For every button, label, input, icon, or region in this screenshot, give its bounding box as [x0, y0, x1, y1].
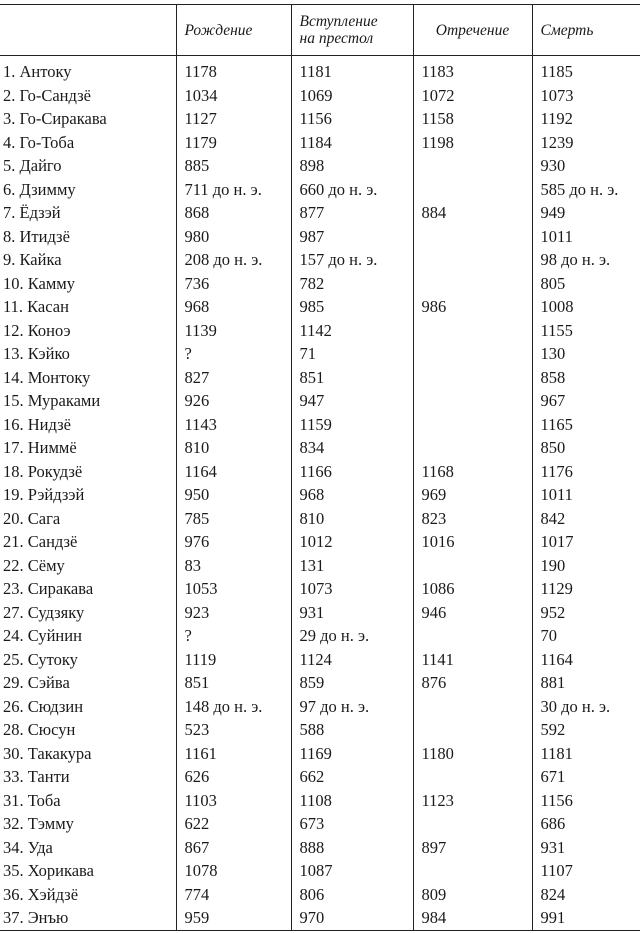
cell-birth: 626: [176, 765, 291, 789]
cell-death: 98 до н. э.: [532, 248, 640, 272]
cell-death: 1165: [532, 413, 640, 437]
cell-abdication: 1141: [413, 648, 532, 672]
cell-birth: 980: [176, 225, 291, 249]
table-row: [0, 836, 640, 860]
table-header: [0, 5, 640, 56]
cell-accession: 888: [291, 836, 413, 860]
cell-accession: 71: [291, 342, 413, 366]
cell-death: 1107: [532, 859, 640, 883]
cell-birth: ?: [176, 342, 291, 366]
cell-name: 23. Сиракава: [3, 579, 94, 598]
cell-name: 32. Тэмму: [3, 814, 74, 833]
cell-name: 33. Танти: [3, 767, 70, 786]
table-row: [0, 577, 640, 601]
header-accession: [291, 5, 413, 56]
header-name: [0, 5, 176, 56]
cell-abdication: [413, 178, 532, 202]
cell-accession: 985: [291, 295, 413, 319]
cell-birth: 810: [176, 436, 291, 460]
emperors-table: [0, 4, 640, 931]
cell-birth: 827: [176, 366, 291, 390]
cell-name: 13. Кэйко: [3, 344, 70, 363]
cell-accession: 859: [291, 671, 413, 695]
cell-death: 130: [532, 342, 640, 366]
cell-name: 11. Касан: [3, 297, 69, 316]
cell-accession: 131: [291, 554, 413, 578]
cell-accession: 29 до н. э.: [291, 624, 413, 648]
table-row: [0, 507, 640, 531]
table-row: [0, 366, 640, 390]
cell-name: 4. Го-Тоба: [3, 132, 75, 152]
cell-accession: 660 до н. э.: [291, 178, 413, 202]
cell-abdication: 884: [413, 201, 532, 225]
cell-name: 29. Сэйва: [3, 673, 70, 692]
table-row: [0, 107, 640, 131]
cell-name: 36. Хэйдзё: [3, 884, 79, 904]
cell-death: 686: [532, 812, 640, 836]
table-row: [0, 248, 640, 272]
cell-abdication: 1123: [413, 789, 532, 813]
cell-abdication: 1168: [413, 460, 532, 484]
cell-abdication: [413, 624, 532, 648]
cell-name: 25. Сутоку: [3, 649, 78, 669]
cell-birth: 785: [176, 507, 291, 531]
cell-death: 931: [532, 836, 640, 860]
header-row: [0, 5, 640, 56]
cell-death: 1129: [532, 577, 640, 601]
cell-birth: 774: [176, 883, 291, 907]
table-row: [0, 483, 640, 507]
cell-name: 26. Сюдзин: [3, 696, 84, 716]
cell-name: 18. Рокудзё: [3, 461, 83, 481]
cell-abdication: [413, 812, 532, 836]
cell-abdication: 809: [413, 883, 532, 907]
table-row: [0, 272, 640, 296]
cell-name: 9. Кайка: [3, 250, 62, 269]
cell-death: 850: [532, 436, 640, 460]
cell-death: 1011: [532, 225, 640, 249]
cell-abdication: [413, 225, 532, 249]
cell-name: 21. Сандзё: [3, 532, 78, 551]
table-row: [0, 56, 640, 84]
cell-name: 6. Дзимму: [3, 179, 76, 199]
cell-abdication: 897: [413, 836, 532, 860]
table-row: [0, 718, 640, 742]
cell-name: 31. Тоба: [3, 790, 61, 810]
cell-abdication: [413, 154, 532, 178]
cell-birth: 1139: [176, 319, 291, 343]
cell-birth: 1034: [176, 84, 291, 108]
cell-birth: 1164: [176, 460, 291, 484]
cell-birth: ?: [176, 624, 291, 648]
cell-accession: 810: [291, 507, 413, 531]
cell-name: 8. Итидзё: [3, 226, 70, 246]
cell-accession: 97 до н. э.: [291, 695, 413, 719]
cell-accession: 1073: [291, 577, 413, 601]
cell-accession: 834: [291, 436, 413, 460]
cell-accession: 806: [291, 883, 413, 907]
cell-accession: 898: [291, 154, 413, 178]
cell-birth: 867: [176, 836, 291, 860]
cell-name: 19. Рэйдзэй: [3, 485, 85, 504]
table-row: [0, 295, 640, 319]
cell-death: 585 до н. э.: [532, 178, 640, 202]
cell-accession: 1069: [291, 84, 413, 108]
cell-accession: 1108: [291, 789, 413, 813]
cell-death: 1156: [532, 789, 640, 813]
cell-death: 881: [532, 671, 640, 695]
cell-accession: 1169: [291, 742, 413, 766]
cell-birth: 523: [176, 718, 291, 742]
cell-death: 1011: [532, 483, 640, 507]
header-accession-line1: Вступление: [299, 13, 378, 30]
cell-death: 190: [532, 554, 640, 578]
table-row: [0, 765, 640, 789]
table-row: [0, 530, 640, 554]
cell-accession: 1181: [291, 56, 413, 84]
cell-birth: 736: [176, 272, 291, 296]
table-row: [0, 671, 640, 695]
cell-abdication: 984: [413, 906, 532, 930]
cell-birth: 959: [176, 906, 291, 930]
cell-birth: 1179: [176, 131, 291, 155]
cell-name: 27. Судзяку: [3, 602, 85, 622]
cell-abdication: 1072: [413, 84, 532, 108]
cell-death: 930: [532, 154, 640, 178]
cell-death: 1181: [532, 742, 640, 766]
cell-accession: 968: [291, 483, 413, 507]
cell-birth: 208 до н. э.: [176, 248, 291, 272]
cell-death: 70: [532, 624, 640, 648]
cell-death: 1164: [532, 648, 640, 672]
cell-abdication: [413, 319, 532, 343]
cell-birth: 950: [176, 483, 291, 507]
cell-abdication: 1180: [413, 742, 532, 766]
table-row: [0, 460, 640, 484]
cell-abdication: [413, 366, 532, 390]
cell-abdication: [413, 718, 532, 742]
cell-abdication: [413, 436, 532, 460]
cell-birth: 885: [176, 154, 291, 178]
table-row: [0, 742, 640, 766]
cell-birth: 1078: [176, 859, 291, 883]
cell-birth: 1053: [176, 577, 291, 601]
table-row: [0, 154, 640, 178]
table-body: [0, 56, 640, 931]
cell-abdication: 1158: [413, 107, 532, 131]
cell-birth: 622: [176, 812, 291, 836]
header-birth: Рождение: [176, 5, 291, 56]
header-accession-line2: на престол: [299, 30, 374, 47]
table-row: [0, 601, 640, 625]
cell-accession: 987: [291, 225, 413, 249]
cell-birth: 711 до н. э.: [176, 178, 291, 202]
table-row: [0, 319, 640, 343]
cell-birth: 1161: [176, 742, 291, 766]
cell-accession: 877: [291, 201, 413, 225]
cell-birth: 1143: [176, 413, 291, 437]
cell-abdication: 1183: [413, 56, 532, 84]
cell-name: 12. Коноэ: [3, 320, 71, 340]
cell-name: 37. Энъю: [0, 906, 176, 930]
cell-accession: 1012: [291, 530, 413, 554]
cell-name: 22. Сёму: [3, 555, 65, 575]
cell-name: 7. Ёдзэй: [3, 203, 61, 222]
cell-name: 16. Нидзё: [3, 414, 71, 434]
cell-death: 858: [532, 366, 640, 390]
table-row: [0, 201, 640, 225]
table-row: [0, 342, 640, 366]
cell-abdication: 969: [413, 483, 532, 507]
cell-birth: 83: [176, 554, 291, 578]
cell-death: 1176: [532, 460, 640, 484]
cell-accession: 1087: [291, 859, 413, 883]
cell-abdication: 1086: [413, 577, 532, 601]
cell-abdication: [413, 413, 532, 437]
cell-accession: 588: [291, 718, 413, 742]
cell-accession: 1156: [291, 107, 413, 131]
cell-birth: 1103: [176, 789, 291, 813]
cell-death: 1155: [532, 319, 640, 343]
cell-death: 991: [532, 906, 640, 930]
cell-death: 592: [532, 718, 640, 742]
cell-accession: 970: [291, 906, 413, 930]
table-row: [0, 131, 640, 155]
cell-birth: 1178: [176, 56, 291, 84]
cell-death: 1017: [532, 530, 640, 554]
cell-accession: 662: [291, 765, 413, 789]
cell-name: 14. Монтоку: [3, 367, 91, 387]
cell-name: 2. Го-Сандзё: [3, 85, 91, 105]
cell-abdication: [413, 342, 532, 366]
table-row: [0, 178, 640, 202]
cell-name: 28. Сюсун: [3, 720, 76, 739]
cell-death: 805: [532, 272, 640, 296]
cell-birth: 1119: [176, 648, 291, 672]
table-row: [0, 624, 640, 648]
cell-name: 35. Хорикава: [3, 861, 94, 880]
cell-abdication: 946: [413, 601, 532, 625]
cell-birth: 148 до н. э.: [176, 695, 291, 719]
cell-birth: 926: [176, 389, 291, 413]
cell-death: 952: [532, 601, 640, 625]
cell-accession: 1142: [291, 319, 413, 343]
cell-birth: 868: [176, 201, 291, 225]
cell-death: 30 до н. э.: [532, 695, 640, 719]
cell-abdication: 986: [413, 295, 532, 319]
cell-death: 671: [532, 765, 640, 789]
table-row: [0, 883, 640, 907]
table-row: [0, 695, 640, 719]
cell-death: 824: [532, 883, 640, 907]
cell-death: 1073: [532, 84, 640, 108]
cell-abdication: [413, 554, 532, 578]
cell-abdication: [413, 248, 532, 272]
cell-death: 949: [532, 201, 640, 225]
cell-abdication: [413, 765, 532, 789]
header-abdication: Отречение: [413, 5, 532, 56]
cell-birth: 923: [176, 601, 291, 625]
cell-accession: 673: [291, 812, 413, 836]
cell-death: 967: [532, 389, 640, 413]
cell-accession: 1159: [291, 413, 413, 437]
cell-accession: 1124: [291, 648, 413, 672]
cell-name: 20. Сага: [3, 508, 61, 528]
table-row: [0, 436, 640, 460]
cell-birth: 968: [176, 295, 291, 319]
cell-death: 1239: [532, 131, 640, 155]
cell-accession: 157 до н. э.: [291, 248, 413, 272]
cell-accession: 947: [291, 389, 413, 413]
cell-abdication: [413, 695, 532, 719]
table-row: [0, 859, 640, 883]
table-row: [0, 84, 640, 108]
cell-death: 1185: [532, 56, 640, 84]
cell-name: 10. Камму: [3, 273, 75, 293]
cell-name: 34. Уда: [3, 837, 53, 857]
cell-birth: 1127: [176, 107, 291, 131]
cell-accession: 931: [291, 601, 413, 625]
cell-name: 3. Го-Сиракава: [3, 109, 107, 128]
table-row: [0, 789, 640, 813]
cell-abdication: [413, 859, 532, 883]
cell-accession: 1184: [291, 131, 413, 155]
cell-death: 1192: [532, 107, 640, 131]
cell-name: 24. Суйнин: [3, 626, 82, 645]
table-row: [0, 812, 640, 836]
cell-abdication: 1016: [413, 530, 532, 554]
cell-accession: 851: [291, 366, 413, 390]
cell-birth: 976: [176, 530, 291, 554]
table-row: [0, 906, 640, 930]
table-row: [0, 413, 640, 437]
table-row: [0, 389, 640, 413]
cell-abdication: 1198: [413, 131, 532, 155]
cell-name: 15. Мураками: [3, 391, 101, 410]
cell-abdication: 823: [413, 507, 532, 531]
cell-abdication: 876: [413, 671, 532, 695]
table-row: [0, 648, 640, 672]
cell-abdication: [413, 272, 532, 296]
cell-name: 1. Антоку: [3, 62, 72, 81]
table-row: [0, 225, 640, 249]
cell-death: 1008: [532, 295, 640, 319]
header-death: Смерть: [532, 5, 640, 56]
cell-accession: 1166: [291, 460, 413, 484]
cell-name: 17. Ниммё: [3, 438, 77, 457]
cell-accession: 782: [291, 272, 413, 296]
cell-abdication: [413, 389, 532, 413]
table-row: [0, 554, 640, 578]
cell-death: 842: [532, 507, 640, 531]
cell-name: 30. Такакура: [3, 743, 92, 763]
cell-name: 5. Дайго: [3, 156, 62, 175]
cell-birth: 851: [176, 671, 291, 695]
